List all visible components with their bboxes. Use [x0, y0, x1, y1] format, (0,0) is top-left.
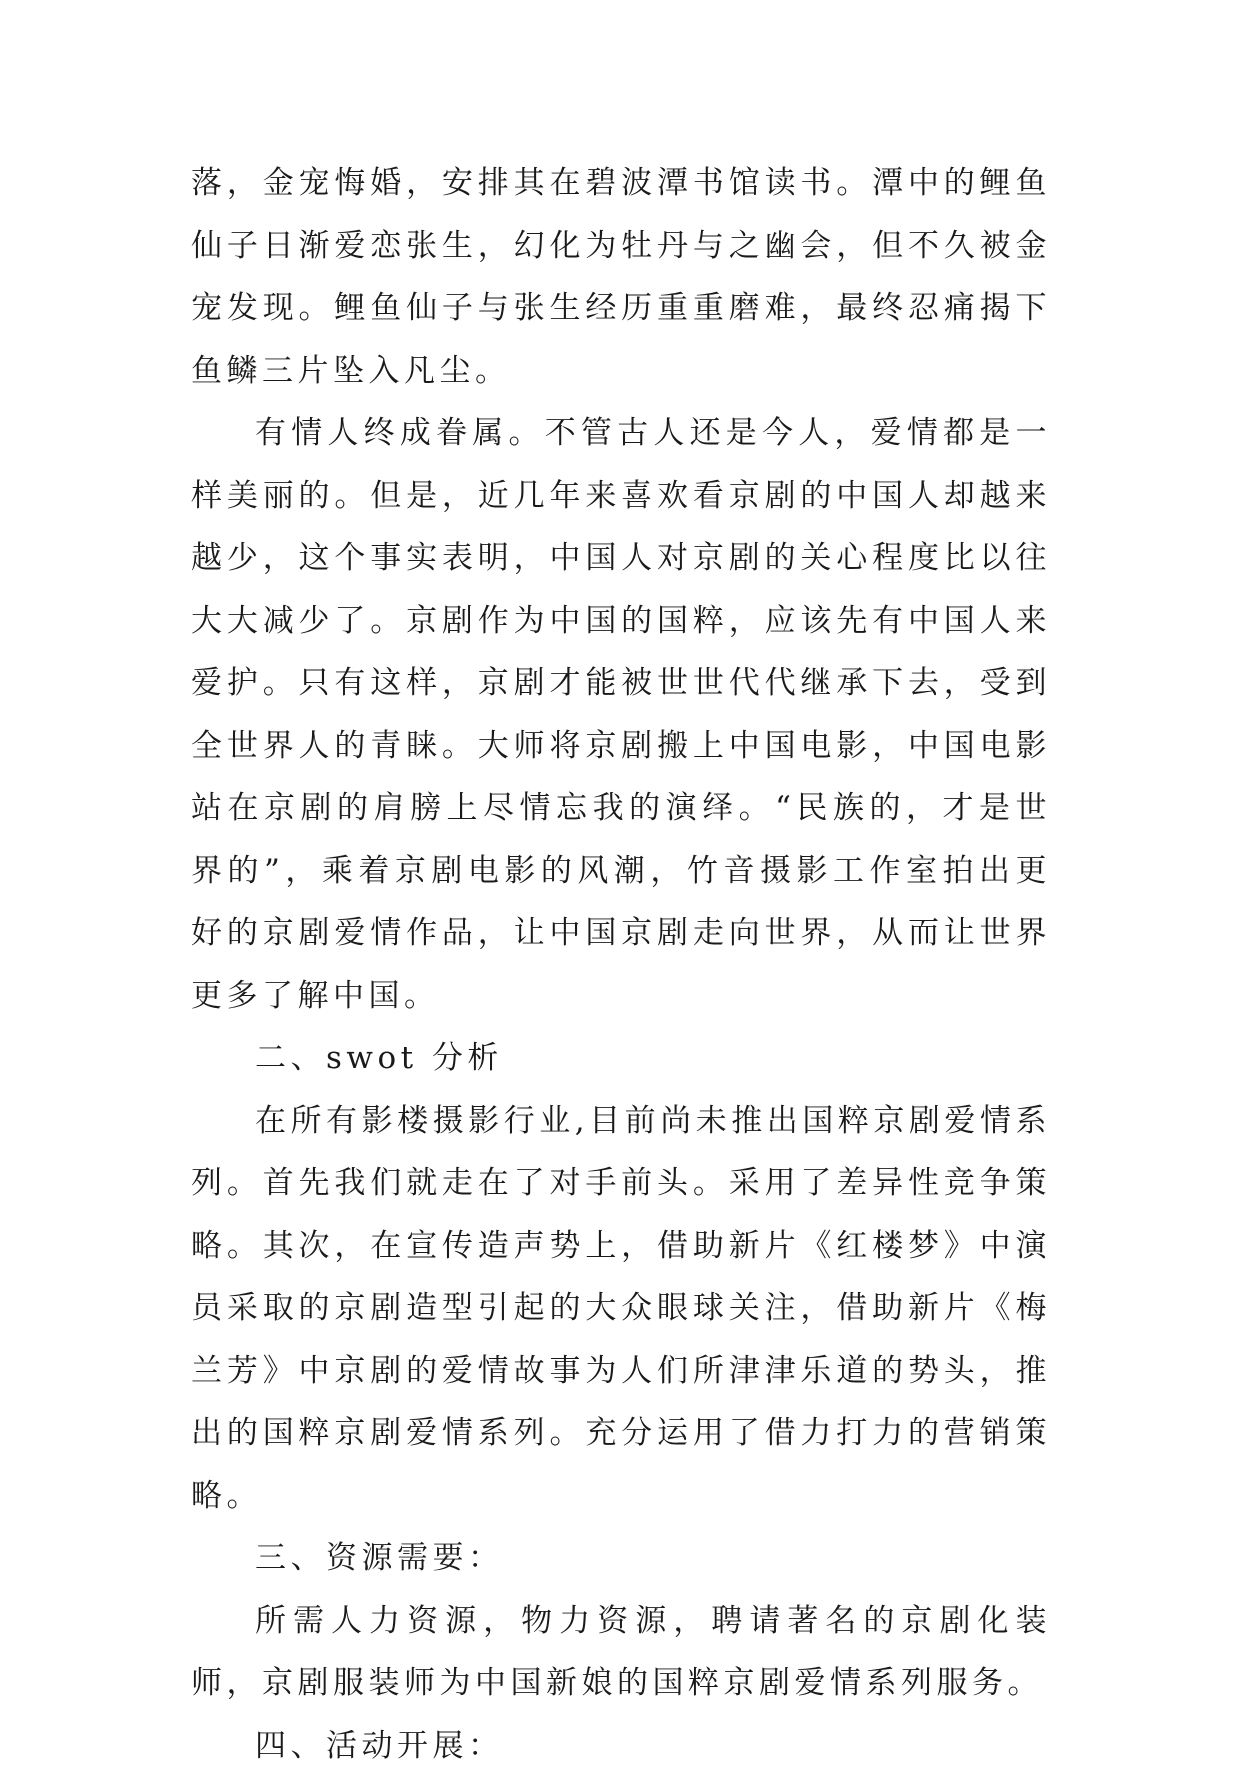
- paragraph-resources: 所需人力资源，物力资源，聘请著名的京剧化装师，京剧服装师为中国新娘的国粹京剧爱情系列服务。: [191, 1590, 1051, 1715]
- section-heading-resources: 三、资源需要：: [191, 1527, 1051, 1590]
- section-heading-swot: 二、swot 分析: [191, 1027, 1051, 1090]
- paragraph-love-and-peking-opera: 有情人终成眷属。不管古人还是今人，爱情都是一样美丽的。但是，近几年来喜欢看京剧的中国人却越来越少，这个事实表明，中国人对京剧的关心程度比以往大大减少了。京剧作为中国的国粹，应该先有中国人来爱护。只有这样，京剧才能被世世代代继承下去，受到全世界人的青睐。大师将京剧搬上中国电影，中国电影站在京剧的肩膀上尽情忘我的演绎。“民族的，才是世界的”，乘着京剧电影的风潮，竹音摄影工作室拍出更好的京剧爱情作品，让中国京剧走向世界，从而让世界更多了解中国。: [191, 402, 1051, 1027]
- paragraph-swot-analysis: 在所有影楼摄影行业,目前尚未推出国粹京剧爱情系列。首先我们就走在了对手前头。采用了差异性竞争策略。其次，在宣传造声势上，借助新片《红楼梦》中演员采取的京剧造型引起的大众眼球关注，借助新片《梅兰芳》中京剧的爱情故事为人们所津津乐道的势头，推出的国粹京剧爱情系列。充分运用了借力打力的营销策略。: [191, 1090, 1051, 1528]
- document-page: [191, 152, 1051, 1777]
- section-heading-activities: 四、活动开展：: [191, 1715, 1051, 1777]
- paragraph-story-continuation: 落，金宠悔婚，安排其在碧波潭书馆读书。潭中的鲤鱼仙子日渐爱恋张生，幻化为牡丹与之幽会，但不久被金宠发现。鲤鱼仙子与张生经历重重磨难，最终忍痛揭下鱼鳞三片坠入凡尘。: [191, 152, 1051, 402]
